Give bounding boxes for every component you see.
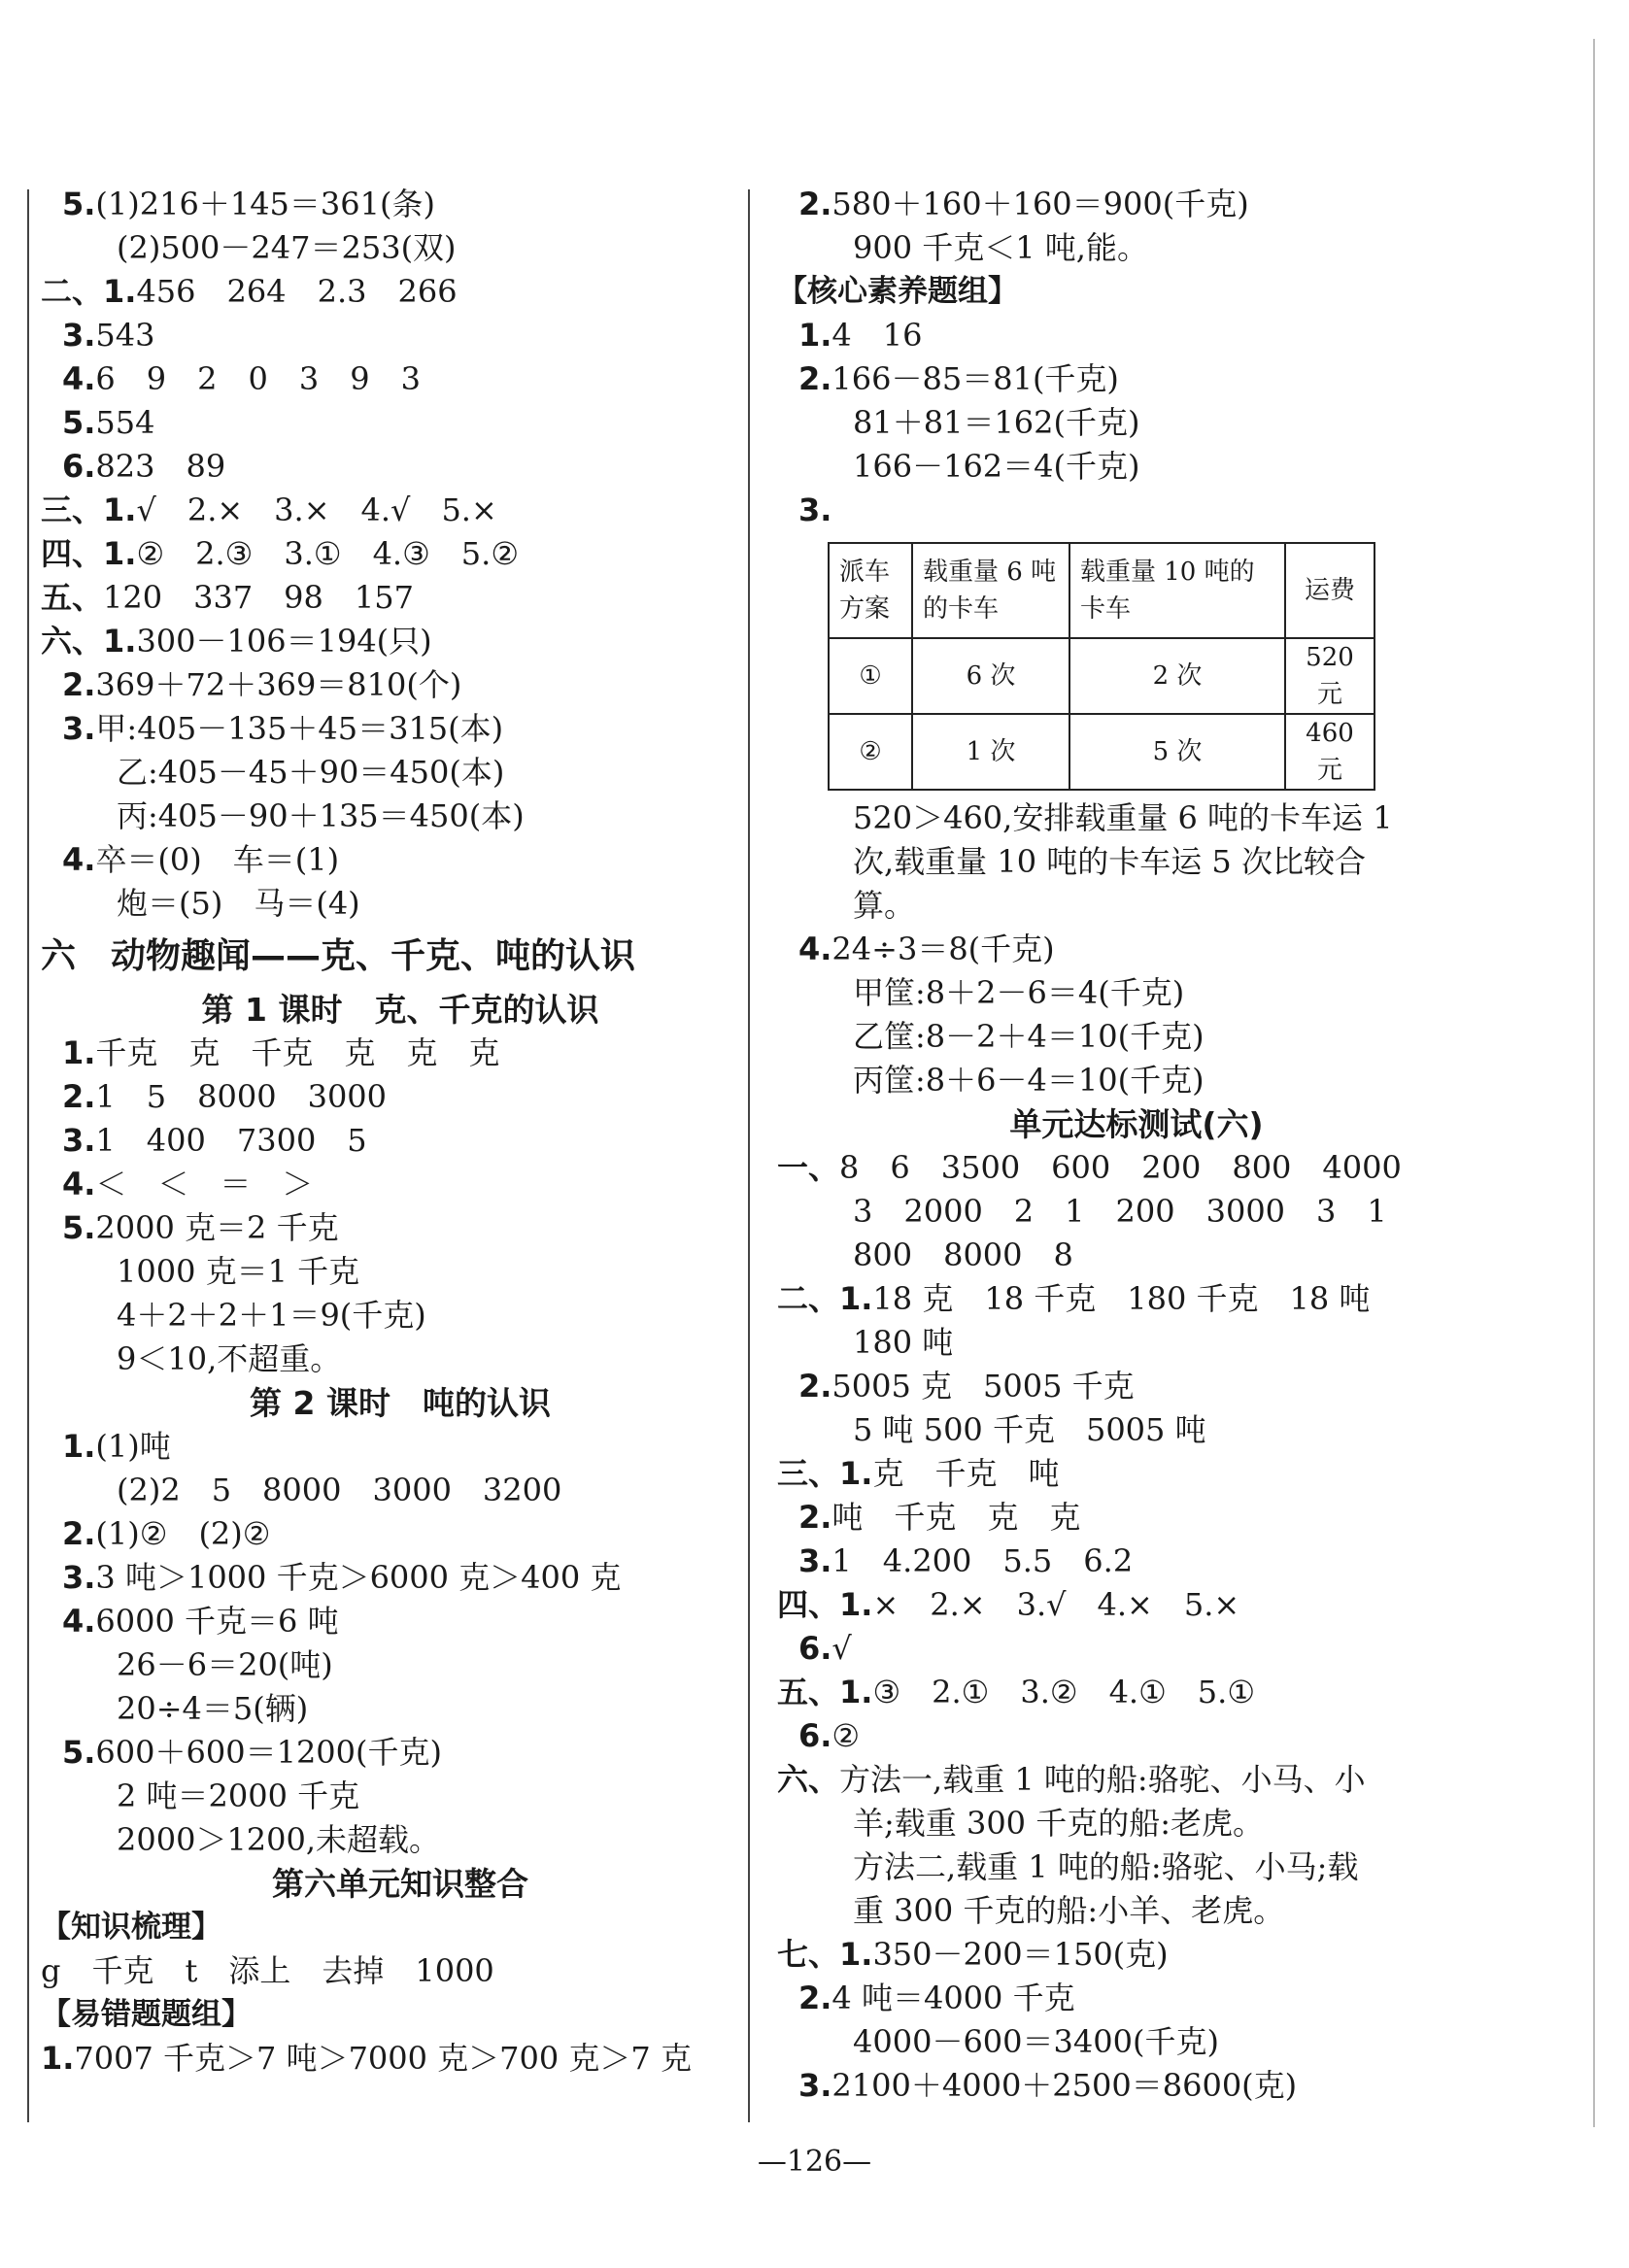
- answer-line: [41, 576, 760, 620]
- item-text: 543: [95, 317, 155, 354]
- item-number: 1.: [62, 1428, 96, 1465]
- right-answers-group-a: [777, 183, 1496, 270]
- answer-line: [777, 1671, 1496, 1714]
- answer-line: [777, 226, 1496, 270]
- item-text: 4000－600＝3400(千克): [853, 2023, 1219, 2060]
- item-text: 2000 克＝2 千克: [95, 1209, 339, 1246]
- answer-line: [41, 1294, 760, 1337]
- item-text: ③ 2.① 3.② 4.① 5.①: [872, 1674, 1256, 1710]
- item-number: 1.: [62, 1034, 96, 1071]
- answer-line: [777, 1452, 1496, 1496]
- answer-line: [41, 226, 760, 270]
- answer-line: [777, 489, 1496, 532]
- table-cell: ①: [829, 638, 912, 714]
- item-number: 4.: [62, 1603, 96, 1640]
- item-text: 卒＝(0) 车＝(1): [95, 841, 340, 878]
- item-text: 554: [95, 404, 155, 441]
- item-text: 次,载重量 10 吨的卡车运 5 次比较合: [853, 843, 1366, 880]
- item-text: 8 6 3500 600 200 800 4000: [839, 1149, 1402, 1186]
- answer-line: [777, 1059, 1496, 1102]
- table-cell: 2 次: [1069, 638, 1285, 714]
- answer-line: [777, 1977, 1496, 2020]
- answer-line: [777, 1146, 1496, 1190]
- answer-line: [41, 314, 760, 357]
- item-number: 2.: [798, 186, 832, 222]
- item-number: 五、: [41, 579, 104, 616]
- answer-line: [777, 1408, 1496, 1452]
- answer-line: [777, 183, 1496, 226]
- right-answers-group-d: [777, 1146, 1496, 2108]
- item-text: 180 吨: [853, 1324, 954, 1361]
- table-cell: 1 次: [912, 714, 1069, 790]
- answer-line: [41, 401, 760, 445]
- item-number: 2.: [798, 360, 832, 397]
- answer-line: [41, 1512, 760, 1556]
- item-number: 三、1.: [777, 1455, 873, 1492]
- table-cell: 520 元: [1285, 638, 1374, 714]
- item-number: 一、: [777, 1149, 840, 1186]
- item-text: 丙筐:8＋6－4＝10(千克): [853, 1062, 1205, 1099]
- item-number: 2.: [798, 1368, 832, 1405]
- item-text: 369＋72＋369＝810(个): [95, 666, 462, 703]
- errors-line: [41, 2037, 760, 2081]
- answer-line: [777, 1015, 1496, 1059]
- answer-line: [777, 1234, 1496, 1277]
- answer-line: [41, 663, 760, 707]
- errors-heading: 【易错题题组】: [41, 1997, 252, 2032]
- left-column: [41, 183, 760, 2081]
- item-number: 5.: [62, 1209, 96, 1246]
- item-number: 3.: [798, 1542, 832, 1579]
- item-text: 乙:405－45＋90＝450(本): [117, 754, 505, 791]
- answer-line: [777, 1190, 1496, 1234]
- item-text: 4 16: [831, 317, 923, 354]
- item-number: 2.: [62, 666, 96, 703]
- answer-line: [41, 1469, 760, 1512]
- item-text: 600＋600＝1200(千克): [95, 1734, 442, 1771]
- item-text: 823 89: [95, 448, 226, 485]
- item-text: 2 吨＝2000 千克: [117, 1777, 360, 1814]
- table-header-cell: 载重量 6 吨的卡车: [912, 543, 1069, 638]
- item-text: 580＋160＋160＝900(千克): [831, 186, 1249, 222]
- item-text: √ 2.× 3.× 4.√ 5.×: [136, 491, 497, 528]
- item-number: 4.: [62, 360, 96, 397]
- item-number: 1.: [798, 317, 832, 354]
- item-text: 2000＞1200,未超载。: [117, 1821, 441, 1858]
- answer-line: [41, 1163, 760, 1206]
- answer-line: [777, 1583, 1496, 1627]
- answer-line: [777, 971, 1496, 1015]
- item-number: 3.: [62, 1559, 96, 1596]
- item-number: 3.: [62, 317, 96, 354]
- right-answers-group-b: [777, 314, 1496, 532]
- left-answers-group-a: [41, 183, 760, 926]
- item-text: 重 300 千克的船:小羊、老虎。: [853, 1892, 1285, 1929]
- answer-line: [41, 1337, 760, 1381]
- item-text: 6000 千克＝6 吨: [95, 1603, 339, 1640]
- item-number: 六、1.: [41, 623, 137, 660]
- right-answers-group-c: [777, 796, 1496, 1102]
- item-text: 800 8000 8: [853, 1236, 1073, 1273]
- item-text: ＜ ＜ ＝ ＞: [95, 1166, 314, 1202]
- item-text: 4＋2＋2＋1＝9(千克): [117, 1297, 426, 1334]
- table-cell: 5 次: [1069, 714, 1285, 790]
- answer-line: [777, 884, 1496, 928]
- core-heading: 【核心素养题组】: [777, 274, 1018, 309]
- item-text: (1)② (2)②: [95, 1515, 271, 1552]
- answer-line: [777, 1496, 1496, 1540]
- answer-line: [41, 183, 760, 226]
- item-number: 二、1.: [777, 1280, 873, 1317]
- answer-line: [41, 1600, 760, 1643]
- item-text: 300－106＝194(只): [136, 623, 432, 660]
- item-text: 克 千克 吨: [872, 1455, 1060, 1492]
- answer-line: [777, 314, 1496, 357]
- answer-line: [777, 1277, 1496, 1321]
- item-number: 6.: [798, 1717, 832, 1754]
- item-number: 三、1.: [41, 491, 137, 528]
- item-number: 4.: [798, 931, 832, 967]
- item-text: 羊;载重 300 千克的船:老虎。: [853, 1805, 1264, 1842]
- item-number: 6.: [798, 1630, 832, 1667]
- item-text: 千克 克 千克 克 克 克: [95, 1034, 500, 1071]
- item-number: 6.: [62, 448, 96, 485]
- answer-line: [777, 1714, 1496, 1758]
- item-number: 3.: [62, 1122, 96, 1159]
- answer-line: [777, 1758, 1496, 1802]
- answer-line: [41, 357, 760, 401]
- item-text: 9＜10,不超重。: [117, 1340, 342, 1377]
- item-text: 方法二,载重 1 吨的船:骆驼、小马;载: [853, 1848, 1359, 1885]
- item-number: 七、1.: [777, 1936, 873, 1973]
- item-text: (1)216＋145＝361(条): [95, 186, 435, 222]
- answer-line: [41, 1775, 760, 1818]
- item-text: 520＞460,安排载重量 6 吨的卡车运 1: [853, 799, 1393, 836]
- item-text: 900 千克＜1 吨,能。: [853, 229, 1148, 266]
- item-number: 5.: [62, 186, 96, 222]
- item-text: 4 吨＝4000 千克: [831, 1980, 1075, 2016]
- answer-line: [41, 620, 760, 663]
- answer-line: [41, 270, 760, 314]
- item-number: 5.: [62, 1734, 96, 1771]
- item-text: 1 5 8000 3000: [95, 1078, 388, 1115]
- item-text: 18 克 18 千克 180 千克 18 吨: [872, 1280, 1371, 1317]
- table-cell: 6 次: [912, 638, 1069, 714]
- item-number: 3.: [798, 2067, 832, 2104]
- right-margin-rule: [1593, 39, 1595, 2127]
- item-number: 四、1.: [41, 535, 137, 572]
- table-header-cell: 运费: [1285, 543, 1374, 638]
- item-text: 5 吨 500 千克 5005 吨: [853, 1411, 1206, 1448]
- answer-line: [41, 751, 760, 795]
- answer-line: [41, 795, 760, 838]
- answer-line: [41, 1206, 760, 1250]
- item-number: 2.: [798, 1499, 832, 1536]
- item-text: (1)吨: [95, 1428, 171, 1465]
- answer-line: [41, 1250, 760, 1294]
- page-number: —126—: [757, 2145, 872, 2179]
- item-number: 2.: [62, 1078, 96, 1115]
- answer-line: [777, 445, 1496, 489]
- answer-line: [777, 1540, 1496, 1583]
- answer-line: [41, 882, 760, 926]
- item-number: 2.: [798, 1980, 832, 2016]
- item-text: 3 吨＞1000 千克＞6000 克＞400 克: [95, 1559, 622, 1596]
- table-header-cell: 派车方案: [829, 543, 912, 638]
- item-text: 456 264 2.3 266: [136, 273, 458, 310]
- item-text: 166－85＝81(千克): [831, 360, 1119, 397]
- item-text: 1 400 7300 5: [95, 1122, 367, 1159]
- item-number: 4.: [62, 841, 96, 878]
- answer-line: [41, 1687, 760, 1731]
- answer-line: [777, 1889, 1496, 1933]
- item-text: × 2.× 3.√ 4.× 5.×: [872, 1586, 1240, 1623]
- item-text: 3 2000 2 1 200 3000 3 1: [853, 1193, 1387, 1230]
- item-number: 六、: [777, 1761, 840, 1798]
- item-number: 1.: [41, 2040, 75, 2077]
- item-text: 丙:405－90＋135＝450(本): [117, 797, 525, 834]
- knowledge-heading: 【知识梳理】: [41, 1910, 221, 1945]
- lesson1-title: 第 1 课时 克、千克的认识: [201, 991, 599, 1029]
- table-row: [829, 714, 1374, 790]
- item-text: 1000 克＝1 千克: [117, 1253, 360, 1290]
- item-number: 二、1.: [41, 273, 137, 310]
- answer-line: [777, 2064, 1496, 2108]
- answer-line: [41, 1818, 760, 1862]
- answer-line: [41, 1425, 760, 1469]
- table-row: [829, 638, 1374, 714]
- item-text: 24÷3＝8(千克): [831, 931, 1055, 967]
- item-text: 乙筐:8－2＋4＝10(千克): [853, 1018, 1205, 1055]
- item-number: 四、1.: [777, 1586, 873, 1623]
- right-column: [777, 183, 1496, 2108]
- answer-line: [777, 1845, 1496, 1889]
- item-number: 5.: [62, 404, 96, 441]
- left-answers-group-b: [41, 1032, 760, 1381]
- answer-line: [777, 401, 1496, 445]
- answer-line: [41, 445, 760, 489]
- item-text: 2100＋4000＋2500＝8600(克): [831, 2067, 1298, 2104]
- item-text: 81＋81＝162(千克): [853, 404, 1140, 441]
- item-text: 1 4.200 5.5 6.2: [831, 1542, 1134, 1579]
- answer-line: [41, 1075, 760, 1119]
- answer-line: [777, 1627, 1496, 1671]
- answer-line: [777, 1933, 1496, 1977]
- answer-line: [41, 1119, 760, 1163]
- item-number: 2.: [62, 1515, 96, 1552]
- item-text: ② 2.③ 3.① 4.③ 5.②: [136, 535, 520, 572]
- item-text: ②: [831, 1717, 861, 1754]
- answer-line: [777, 357, 1496, 401]
- knowledge-text: g 千克 t 添上 去掉 1000: [41, 1952, 494, 1989]
- answer-line: [41, 1556, 760, 1600]
- answer-line: [777, 1321, 1496, 1365]
- item-text: 甲:405－135＋45＝315(本): [95, 710, 504, 747]
- answer-line: [777, 928, 1496, 971]
- item-text: 7007 千克＞7 吨＞7000 克＞700 克＞7 克: [74, 2040, 692, 2077]
- answer-line: [41, 1032, 760, 1075]
- item-text: 算。: [853, 887, 916, 924]
- item-text: 26－6＝20(吨): [117, 1646, 333, 1683]
- item-text: 350－200＝150(克): [872, 1936, 1169, 1973]
- lesson2-title: 第 2 课时 吨的认识: [250, 1384, 551, 1422]
- answer-line: [41, 707, 760, 751]
- table-cell: 460 元: [1285, 714, 1374, 790]
- item-text: √: [831, 1630, 852, 1667]
- section-title: 六 动物趣闻——克、千克、吨的认识: [41, 936, 636, 976]
- item-text: 方法一,载重 1 吨的船:骆驼、小马、小: [839, 1761, 1366, 1798]
- answer-line: [777, 796, 1496, 840]
- answer-line: [777, 1802, 1496, 1845]
- table-header-cell: 载重量 10 吨的卡车: [1069, 543, 1285, 638]
- answer-line: [41, 1643, 760, 1687]
- unit-test-title: 单元达标测试(六): [1009, 1105, 1264, 1143]
- item-text: (2)500－247＝253(双): [117, 229, 457, 266]
- left-margin-rule: [27, 189, 29, 2122]
- item-text: (2)2 5 8000 3000 3200: [117, 1472, 562, 1508]
- table-header-row: [829, 543, 1374, 638]
- item-text: 20÷4＝5(辆): [117, 1690, 309, 1727]
- left-answers-group-c: [41, 1425, 760, 1862]
- truck-plan-table: [828, 542, 1375, 791]
- item-text: 5005 克 5005 千克: [831, 1368, 1135, 1405]
- item-text: 120 337 98 157: [103, 579, 414, 616]
- answer-line: [777, 840, 1496, 884]
- answer-line: [41, 532, 760, 576]
- table-cell: ②: [829, 714, 912, 790]
- answer-line: [41, 489, 760, 532]
- unit-summary-title: 第六单元知识整合: [272, 1865, 528, 1903]
- answer-line: [41, 1731, 760, 1775]
- answer-line: [777, 2020, 1496, 2064]
- item-text: 吨 千克 克 克: [831, 1499, 1081, 1536]
- item-text: 166－162＝4(千克): [853, 448, 1140, 485]
- answer-line: [777, 1365, 1496, 1408]
- item-number: 4.: [62, 1166, 96, 1202]
- item-number: 五、1.: [777, 1674, 873, 1710]
- item-text: 甲筐:8＋2－6＝4(千克): [853, 974, 1185, 1011]
- item-text: 6 9 2 0 3 9 3: [95, 360, 421, 397]
- item-number: 3.: [62, 710, 96, 747]
- item-number: 3.: [798, 491, 832, 528]
- answer-line: [41, 838, 760, 882]
- item-text: 炮＝(5) 马＝(4): [117, 885, 360, 922]
